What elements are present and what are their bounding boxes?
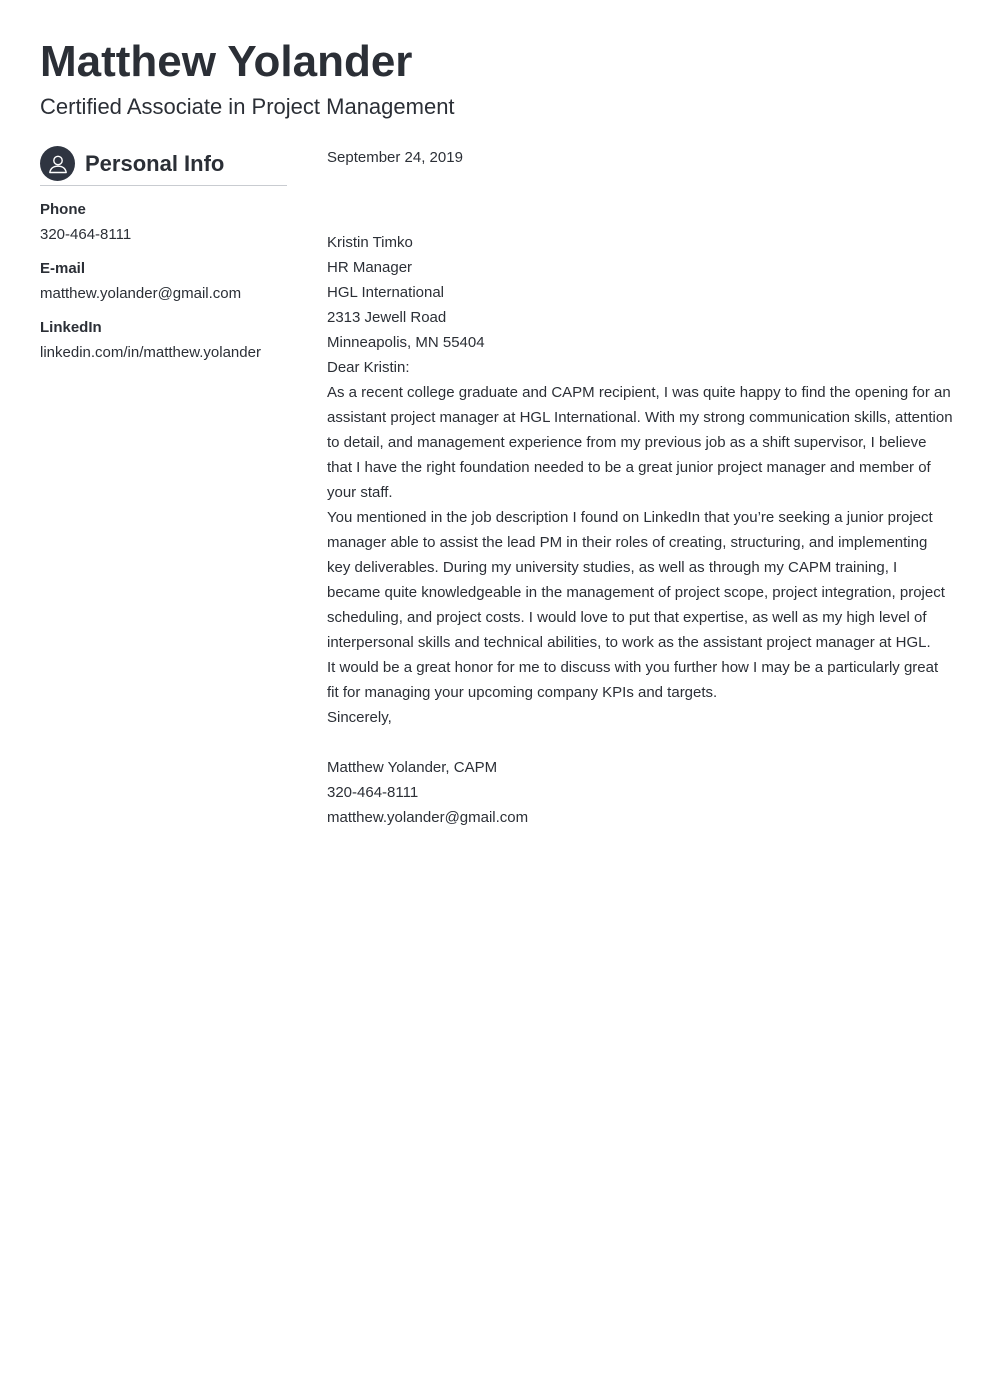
- recipient-street: 2313 Jewell Road: [327, 309, 447, 326]
- email-block: [40, 259, 287, 304]
- recipient-company: HGL International: [327, 284, 445, 301]
- letter-body: [327, 145, 953, 830]
- signature-name: Matthew Yolander, CAPM: [327, 759, 498, 776]
- phone-label: Phone: [40, 201, 86, 218]
- linkedin-label: LinkedIn: [40, 319, 102, 336]
- email-value: matthew.yolander@gmail.com: [40, 285, 242, 302]
- recipient-role: HR Manager: [327, 259, 413, 276]
- signature-phone: 320-464-8111: [327, 784, 419, 801]
- phone-block: [40, 200, 287, 245]
- body-paragraph: As a recent college graduate and CAPM recipient, I was quite happy to find the opening for an assistant project manager at HGL International. With my strong communication skills, attention to detail, and management experience from my previous job as a shift supervisor, I believe that I have the right foundation needed to be a great junior project manager and member of your staff.: [327, 384, 953, 501]
- email-label: E-mail: [40, 260, 86, 277]
- personal-info-header: [40, 146, 287, 186]
- personal-info-title: Personal Info: [85, 150, 225, 176]
- recipient-name: Kristin Timko: [327, 234, 413, 251]
- phone-value: 320-464-8111: [40, 226, 132, 243]
- signature-block: [327, 755, 953, 830]
- linkedin-value: linkedin.com/in/matthew.yolander: [40, 344, 261, 361]
- closing: Sincerely,: [327, 709, 392, 726]
- linkedin-block: [40, 318, 287, 363]
- body-paragraph: You mentioned in the job description I found on LinkedIn that you’re seeking a junior project manager able to assist the lead PM in their roles of creating, structuring, and implementing key deliverables. During my university studies, as well as through my CAPM training, I became quite knowledgeable in the management of project scope, project integration, project scheduling, and project costs. I would love to put that expertise, as well as my high level of interpersonal skills and technical abilities, to work as the assistant project manager at HGL.: [327, 509, 945, 651]
- applicant-name: Matthew Yolander: [40, 37, 413, 86]
- applicant-title: Certified Associate in Project Management: [40, 94, 455, 119]
- recipient-city: Minneapolis, MN 55404: [327, 334, 485, 351]
- person-icon: [40, 146, 75, 181]
- body-paragraph: It would be a great honor for me to discuss with you further how I may be a particularly great fit for managing your upcoming company KPIs and targets.: [327, 659, 939, 701]
- sidebar: [40, 146, 287, 363]
- salutation: Dear Kristin:: [327, 359, 410, 376]
- letter-date: September 24, 2019: [327, 149, 463, 166]
- recipient-address: [327, 230, 953, 355]
- signature-email: matthew.yolander@gmail.com: [327, 809, 529, 826]
